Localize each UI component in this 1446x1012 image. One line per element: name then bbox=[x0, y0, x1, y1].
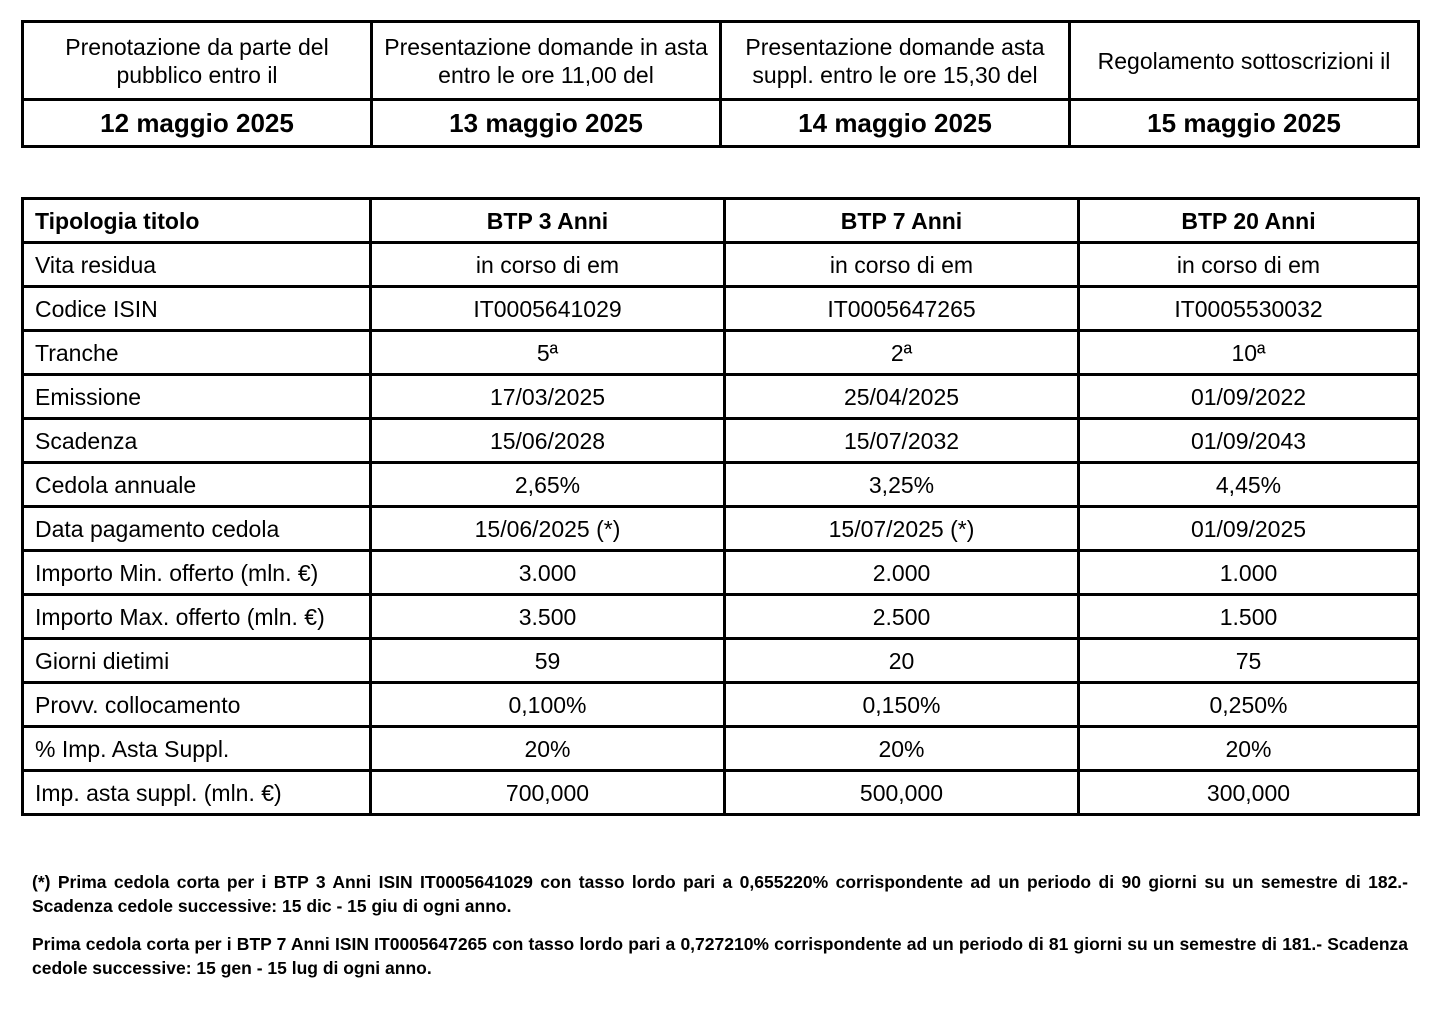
table-row bbox=[23, 375, 1419, 419]
row-value: 4,45% bbox=[1079, 463, 1419, 507]
row-value: IT0005647265 bbox=[725, 287, 1079, 331]
row-value: 20% bbox=[725, 727, 1079, 771]
row-value: 20% bbox=[371, 727, 725, 771]
row-label: Data pagamento cedola bbox=[23, 507, 371, 551]
securities-header-row bbox=[23, 199, 1419, 243]
row-value: 15/07/2032 bbox=[725, 419, 1079, 463]
row-label: Codice ISIN bbox=[23, 287, 371, 331]
table-row bbox=[23, 727, 1419, 771]
row-value: 1.500 bbox=[1079, 595, 1419, 639]
row-value: 01/09/2043 bbox=[1079, 419, 1419, 463]
footnote-btp-3: (*) Prima cedola corta per i BTP 3 Anni ISIN IT0005641029 con tasso lordo pari a 0,655220% corrispondente ad un periodo di 90 giorni su un semestre di 182.- Scadenza cedole successive: 15 dic - 15 giu di ogni anno. bbox=[32, 872, 1408, 916]
row-value: 15/06/2028 bbox=[371, 419, 725, 463]
table-row bbox=[23, 683, 1419, 727]
row-value: 2ª bbox=[725, 331, 1079, 375]
row-label: Giorni dietimi bbox=[23, 639, 371, 683]
table-row bbox=[23, 771, 1419, 815]
schedule-table bbox=[21, 20, 1420, 148]
row-value: 3.000 bbox=[371, 551, 725, 595]
row-value: 01/09/2025 bbox=[1079, 507, 1419, 551]
table-row bbox=[23, 639, 1419, 683]
row-label: Cedola annuale bbox=[23, 463, 371, 507]
table-row bbox=[23, 551, 1419, 595]
row-value: 2,65% bbox=[371, 463, 725, 507]
row-label: Vita residua bbox=[23, 243, 371, 287]
row-label: % Imp. Asta Suppl. bbox=[23, 727, 371, 771]
row-value: 300,000 bbox=[1079, 771, 1419, 815]
schedule-header-booking: Prenotazione da parte del pubblico entro il bbox=[23, 22, 372, 100]
schedule-date-supplementary-auction: 14 maggio 2025 bbox=[721, 100, 1070, 147]
footnote-btp-7: Prima cedola corta per i BTP 7 Anni ISIN IT0005647265 con tasso lordo pari a 0,727210% corrispondente ad un periodo di 81 giorni su un semestre di 181.- Scadenza cedole successive: 15 gen - 15 lug di ogni anno. bbox=[32, 934, 1408, 978]
securities-header-btp-20: BTP 20 Anni bbox=[1079, 199, 1419, 243]
row-value: 01/09/2022 bbox=[1079, 375, 1419, 419]
table-row bbox=[23, 287, 1419, 331]
row-label: Importo Max. offerto (mln. €) bbox=[23, 595, 371, 639]
row-value: in corso di em bbox=[371, 243, 725, 287]
table-row bbox=[23, 507, 1419, 551]
schedule-date-settlement: 15 maggio 2025 bbox=[1070, 100, 1419, 147]
row-value: 3,25% bbox=[725, 463, 1079, 507]
securities-header-label: Tipologia titolo bbox=[23, 199, 371, 243]
row-value: 20% bbox=[1079, 727, 1419, 771]
row-value: 15/07/2025 (*) bbox=[725, 507, 1079, 551]
table-row bbox=[23, 243, 1419, 287]
securities-header-btp-3: BTP 3 Anni bbox=[371, 199, 725, 243]
schedule-header-supplementary-auction: Presentazione domande asta suppl. entro le ore 15,30 del bbox=[721, 22, 1070, 100]
row-value: 2.500 bbox=[725, 595, 1079, 639]
row-value: 17/03/2025 bbox=[371, 375, 725, 419]
schedule-date-booking: 12 maggio 2025 bbox=[23, 100, 372, 147]
row-value: 20 bbox=[725, 639, 1079, 683]
row-value: IT0005530032 bbox=[1079, 287, 1419, 331]
row-value: 15/06/2025 (*) bbox=[371, 507, 725, 551]
row-value: 0,150% bbox=[725, 683, 1079, 727]
row-value: in corso di em bbox=[1079, 243, 1419, 287]
schedule-header-row bbox=[23, 22, 1419, 100]
row-label: Emissione bbox=[23, 375, 371, 419]
schedule-header-auction: Presentazione domande in asta entro le ore 11,00 del bbox=[372, 22, 721, 100]
row-value: 1.000 bbox=[1079, 551, 1419, 595]
row-label: Provv. collocamento bbox=[23, 683, 371, 727]
table-row bbox=[23, 331, 1419, 375]
row-label: Tranche bbox=[23, 331, 371, 375]
row-value: in corso di em bbox=[725, 243, 1079, 287]
row-value: 700,000 bbox=[371, 771, 725, 815]
row-value: 2.000 bbox=[725, 551, 1079, 595]
table-row bbox=[23, 463, 1419, 507]
schedule-header-settlement: Regolamento sottoscrizioni il bbox=[1070, 22, 1419, 100]
schedule-date-row bbox=[23, 100, 1419, 147]
row-value: 75 bbox=[1079, 639, 1419, 683]
row-label: Imp. asta suppl. (mln. €) bbox=[23, 771, 371, 815]
row-value: 0,100% bbox=[371, 683, 725, 727]
row-value: 3.500 bbox=[371, 595, 725, 639]
row-label: Importo Min. offerto (mln. €) bbox=[23, 551, 371, 595]
row-value: 10ª bbox=[1079, 331, 1419, 375]
row-value: 0,250% bbox=[1079, 683, 1419, 727]
table-row bbox=[23, 595, 1419, 639]
table-row bbox=[23, 419, 1419, 463]
row-value: 59 bbox=[371, 639, 725, 683]
securities-header-btp-7: BTP 7 Anni bbox=[725, 199, 1079, 243]
row-value: IT0005641029 bbox=[371, 287, 725, 331]
schedule-date-auction: 13 maggio 2025 bbox=[372, 100, 721, 147]
securities-table bbox=[21, 197, 1420, 816]
row-value: 25/04/2025 bbox=[725, 375, 1079, 419]
row-value: 500,000 bbox=[725, 771, 1079, 815]
row-value: 5ª bbox=[371, 331, 725, 375]
row-label: Scadenza bbox=[23, 419, 371, 463]
